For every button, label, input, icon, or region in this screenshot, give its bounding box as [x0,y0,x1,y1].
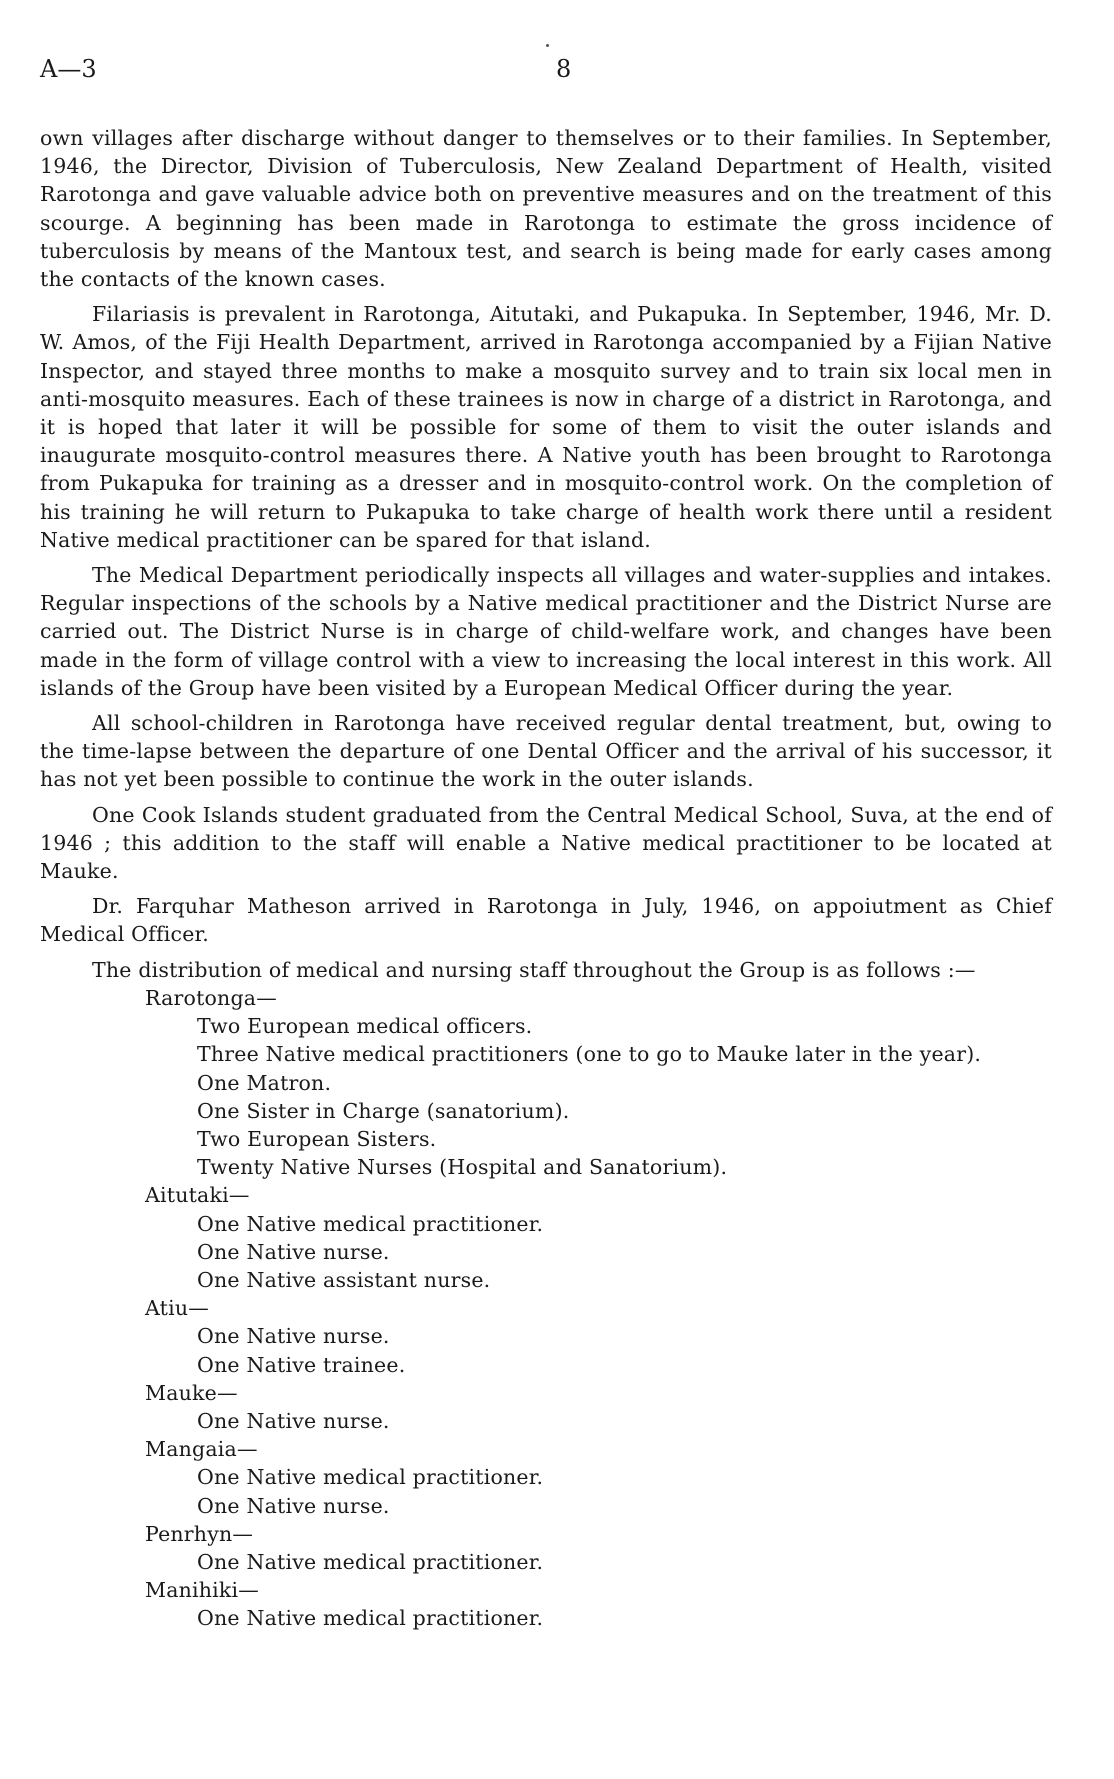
staff-group [40,984,1052,1181]
staff-entry: One Native nurse. [197,1324,390,1349]
paragraph: Filariasis is prevalent in Rarotonga, Aitutaki, and Pukapuka. In September, 1946, Mr. D. W. Amos, of the Fiji Health Department, arrived in Rarotonga accompanied by a Fijian Native Inspector, and stayed three months to make a mosquito survey and to train six local men in anti-mosquito measures. Each of these trainees is now in charge of a district in Rarotonga, and it is hoped that later it will be possible for some of them to visit the outer islands and inaugurate mosquito-control measures there. A Native youth has been brought to Rarotonga from Pukapuka for training as a dresser and in mosquito-control work. On the completion of his training he will return to Pukapuka to take charge of health work there until a resident Native medical practitioner can be spared for that island. [40,302,1052,552]
staff-group [40,1379,1052,1435]
location-heading: Rarotonga— [145,985,277,1010]
print-speck [546,44,549,47]
staff-entry: One Native nurse. [197,1239,390,1264]
location-heading: Penrhyn— [145,1521,254,1546]
location-heading: Manihiki— [145,1578,260,1603]
location-heading: Mangaia— [145,1437,258,1462]
location-heading: Mauke— [145,1380,238,1405]
staff-group [40,1520,1052,1576]
staff-intro: The distribution of medical and nursing staff throughout the Group is as follows :— [92,957,976,982]
document-body [40,124,1052,1633]
location-heading: Aitutaki— [145,1183,250,1208]
location-heading: Atiu— [145,1296,209,1321]
page-number: 8 [556,55,572,83]
staff-entry: One Native medical practitioner. [197,1465,544,1490]
staff-entry: One Native trainee. [197,1352,406,1377]
staff-distribution-list [40,984,1052,1633]
staff-entry: One Native medical practitioner. [197,1606,544,1631]
page-header [40,55,1050,95]
staff-entry: Twenty Native Nurses (Hospital and Sanatorium). [197,1155,728,1180]
paragraph: The Medical Department periodically inspects all villages and water-supplies and intakes. Regular inspections of the schools by a Native medical practitioner and the District Nurse are carried out. The District Nurse is in charge of child-welfare work, and changes have been made in the form of village control with a view to increasing the local interest in this work. All islands of the Group have been visited by a European Medical Officer during the year. [40,563,1052,700]
staff-group [40,1576,1052,1632]
staff-entry: One Native medical practitioner. [197,1549,544,1574]
staff-group [40,1294,1052,1379]
staff-entry: One Native medical practitioner. [197,1211,544,1236]
staff-entry: One Sister in Charge (sanatorium). [197,1098,570,1123]
staff-entry: One Native nurse. [197,1408,390,1433]
staff-group [40,1181,1052,1294]
paragraph: own villages after discharge without danger to themselves or to their families. In September, 1946, the Director, Division of Tuberculosis, New Zealand Department of Health, visited Rarotonga and gave valuable advice both on preventive measures and on the treatment of this scourge. A beginning has been made in Rarotonga to estimate the gross incidence of tuberculosis by means of the Mantoux test, and search is being made for early cases among the contacts of the known cases. [40,126,1052,292]
staff-entry: One Native assistant nurse. [197,1267,491,1292]
document-code: A—3 [40,55,97,83]
staff-entry: One Native nurse. [197,1493,390,1518]
staff-group [40,1435,1052,1520]
staff-entry: Two European medical officers. [197,1014,533,1039]
staff-entry: Two European Sisters. [197,1126,437,1151]
paragraph: All school-children in Rarotonga have received regular dental treatment, but, owing to the time-lapse between the departure of one Dental Officer and the arrival of his successor, it has not yet been possible to continue the work in the outer islands. [40,711,1052,792]
staff-entry: One Matron. [197,1070,332,1095]
staff-entry: Three Native medical practitioners (one to go to Mauke later in the year). [197,1042,982,1067]
paragraph: One Cook Islands student graduated from the Central Medical School, Suva, at the end of 1946 ; this addition to the staff will enable a Native medical practitioner to be located at Mauke. [40,802,1052,884]
paragraph: Dr. Farquhar Matheson arrived in Rarotonga in July, 1946, on appoiutment as Chief Medical Officer. [40,894,1052,947]
